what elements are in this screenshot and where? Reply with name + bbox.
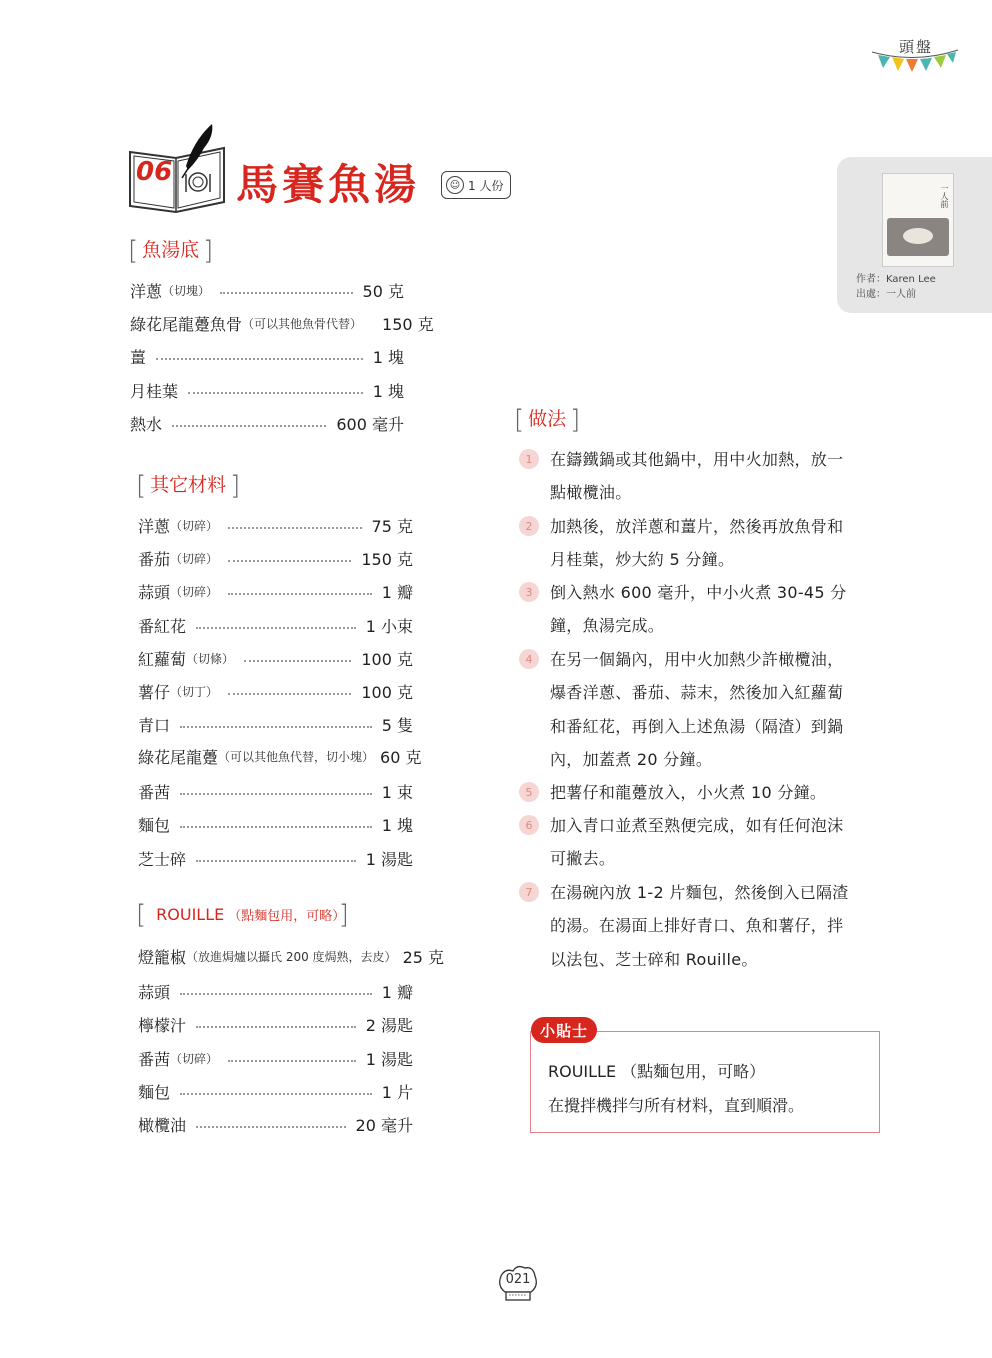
other-heading: [ 其它材料 ] — [136, 471, 241, 501]
ingredient-qty: 1 瓣 — [381, 983, 413, 1002]
leader-dots — [180, 1093, 372, 1095]
step-number: 2 — [519, 516, 539, 536]
ingredient-note: （切碎） — [170, 552, 219, 566]
ingredient-qty: 50 克 — [362, 282, 404, 301]
leader-dots — [180, 793, 372, 795]
ingredient-name: 橄欖油 — [138, 1116, 187, 1135]
leader-dots — [196, 627, 356, 629]
serves-label: 1 人份 — [468, 178, 504, 193]
ingredient-row — [138, 945, 444, 968]
section-label: 頭盤 — [899, 38, 934, 56]
book-meta — [856, 272, 936, 302]
leader-dots — [220, 292, 353, 294]
leader-dots — [228, 560, 351, 562]
ingredient-row — [138, 745, 421, 768]
ingredient-name: 番紅花 — [138, 617, 187, 636]
ingredient-name: 麵包 — [138, 816, 171, 835]
tips-tag: 小貼士 — [531, 1017, 597, 1043]
ingredient-name: 月桂葉 — [130, 382, 179, 401]
ingredient-qty: 20 毫升 — [355, 1116, 413, 1135]
method-heading: [ 做法 ] — [514, 405, 581, 435]
step-text: 在湯碗內放 1-2 片麵包，然後倒入已隔渣 — [550, 883, 849, 902]
ingredient-qty: 1 湯匙 — [365, 1050, 413, 1069]
leader-dots — [228, 1060, 356, 1062]
ingredient-note: （可以其他魚骨代替） — [242, 317, 363, 331]
step-text: 點橄欖油。 — [550, 483, 632, 503]
leader-dots — [180, 726, 372, 728]
ingredient-qty: 1 小束 — [365, 617, 413, 636]
book-cover-title: 一人前 — [940, 184, 949, 208]
ingredient-row — [138, 1080, 413, 1103]
step-number: 3 — [519, 582, 539, 602]
bunting-icon — [870, 44, 960, 74]
ingredient-name: 洋蔥 — [130, 282, 163, 301]
tips-line: 在攪拌機拌勻所有材料，直到順滑。 — [548, 1096, 805, 1115]
step-number: 5 — [519, 782, 539, 802]
rouille-heading: [ ROUILLE （點麵包用，可略）] — [136, 900, 349, 930]
ingredient-row — [138, 614, 413, 637]
step-text: 倒入熱水 600 毫升，中小火煮 30-45 分 — [550, 583, 847, 602]
ingredient-qty: 1 塊 — [381, 816, 413, 835]
ingredient-name: 熱水 — [130, 415, 163, 434]
book-publisher: 出處：一人前 — [856, 289, 916, 300]
ingredient-row — [138, 780, 413, 803]
step-text: 把薯仔和龍躉放入，小火煮 10 分鐘。 — [550, 783, 827, 802]
ingredient-name: 綠花尾龍躉 — [138, 748, 219, 767]
ingredient-qty: 100 克 — [361, 650, 413, 669]
ingredient-note: （放進焗爐以攝氏 200 度焗熟，去皮） — [186, 950, 397, 964]
step-text: 可撇去。 — [550, 849, 616, 869]
ingredient-note: （切碎） — [170, 519, 219, 533]
leader-dots — [228, 693, 351, 695]
ingredient-name: 番茜 — [138, 783, 171, 802]
ingredient-note: （切碎） — [170, 585, 219, 599]
ingredient-qty: 25 克 — [402, 948, 445, 967]
ingredient-row — [130, 279, 404, 302]
ingredient-qty: 150 克 — [361, 550, 413, 569]
ingredient-name: 蒜頭 — [138, 983, 171, 1002]
ingredient-row — [130, 345, 404, 368]
ingredient-name: 蒜頭 — [138, 583, 171, 602]
ingredient-row — [138, 514, 413, 537]
ingredient-qty: 1 束 — [381, 783, 413, 802]
ingredient-row — [138, 547, 413, 570]
ingredient-row — [138, 813, 413, 836]
step-text: 以法包、芝士碎和 Rouille。 — [550, 949, 758, 969]
leader-dots — [228, 527, 362, 529]
ingredient-name: 青口 — [138, 716, 171, 735]
leader-dots — [244, 660, 351, 662]
ingredient-qty: 2 湯匙 — [365, 1016, 413, 1035]
leader-dots — [180, 826, 372, 828]
ingredient-name: 檸檬汁 — [138, 1016, 187, 1035]
ingredient-qty: 1 瓣 — [381, 583, 413, 602]
ingredient-name: 麵包 — [138, 1083, 171, 1102]
ingredient-qty: 60 克 — [380, 748, 422, 767]
ingredient-row — [130, 379, 404, 402]
ingredient-qty: 1 塊 — [372, 348, 404, 367]
ingredient-note: （切條） — [186, 652, 235, 666]
tips-line: ROUILLE （點麵包用，可略） — [548, 1062, 766, 1081]
ingredient-row — [138, 580, 413, 603]
recipe-number: 06 — [136, 157, 173, 187]
ingredient-name: 番茄 — [138, 550, 171, 569]
step-text: 鐘，魚湯完成。 — [550, 616, 665, 636]
ingredient-row — [130, 412, 404, 435]
ingredient-row — [138, 980, 413, 1003]
ingredient-name: 洋蔥 — [138, 517, 171, 536]
step-text: 加入青口並煮至熟便完成，如有任何泡沫 — [550, 816, 844, 835]
step-text: 在另一個鍋內，用中火加熱少許橄欖油， — [550, 650, 844, 669]
leader-dots — [196, 1026, 356, 1028]
step-text: 內，加蓋煮 20 分鐘。 — [550, 749, 713, 769]
ingredient-qty: 1 塊 — [372, 382, 404, 401]
page-title: 馬賽魚湯 — [236, 160, 421, 209]
ingredient-row — [138, 1047, 413, 1070]
step-text: 爆香洋蔥、番茄、蒜末，然後加入紅蘿蔔 — [550, 683, 844, 703]
leader-dots — [172, 425, 326, 427]
person-icon: ☺ — [446, 176, 464, 194]
ingredient-qty: 100 克 — [361, 683, 413, 702]
ingredient-note: （切塊） — [162, 284, 211, 298]
book-cover-image — [882, 173, 954, 267]
ingredient-name: 番茜 — [138, 1050, 171, 1069]
ingredient-qty: 600 毫升 — [336, 415, 404, 434]
step-number: 4 — [519, 649, 539, 669]
step-text: 的湯。在湯面上排好青口、魚和薯仔，拌 — [550, 916, 844, 936]
ingredient-row — [138, 1013, 413, 1036]
ingredient-row — [138, 647, 413, 670]
step-number: 6 — [519, 815, 539, 835]
ingredient-qty: 1 片 — [381, 1083, 413, 1102]
leader-dots — [156, 358, 363, 360]
ingredient-qty: 1 湯匙 — [365, 850, 413, 869]
leader-dots — [228, 593, 372, 595]
ingredient-qty: 75 克 — [371, 517, 413, 536]
step-text: 在鑄鐵鍋或其他鍋中，用中火加熱，放一 — [550, 450, 844, 469]
ingredient-name: 紅蘿蔔 — [138, 650, 187, 669]
ingredient-qty: 150 克 — [382, 315, 434, 334]
tips-box — [530, 1031, 880, 1133]
broth-heading: [ 魚湯底 ] — [128, 236, 214, 266]
ingredient-row — [138, 713, 413, 736]
step-number: 1 — [519, 449, 539, 469]
step-number: 7 — [519, 882, 539, 902]
ingredient-note: （切碎） — [170, 1052, 219, 1066]
serves-badge — [441, 171, 511, 199]
leader-dots — [196, 1126, 346, 1128]
ingredient-name: 燈籠椒 — [138, 948, 187, 967]
ingredient-name: 綠花尾龍躉魚骨 — [130, 315, 243, 334]
step-text: 加熱後，放洋蔥和薑片，然後再放魚骨和 — [550, 517, 844, 536]
ingredient-note: （可以其他魚代替，切小塊） — [218, 750, 375, 764]
leader-dots — [180, 993, 372, 995]
leader-dots — [188, 392, 363, 394]
ingredient-name: 芝士碎 — [138, 850, 187, 869]
step-text: 和番紅花，再倒入上述魚湯（隔渣）到鍋 — [550, 716, 844, 736]
ingredient-row — [138, 680, 413, 703]
ingredient-row — [130, 312, 434, 335]
ingredient-name: 薯仔 — [138, 683, 171, 702]
step-text: 月桂葉，炒大約 5 分鐘。 — [550, 550, 735, 570]
book-author: 作者：Karen Lee — [856, 274, 936, 285]
leader-dots — [196, 860, 356, 862]
page-number: 021 — [505, 1272, 531, 1287]
ingredient-note: （切丁） — [170, 685, 219, 699]
ingredient-row — [138, 1113, 413, 1136]
ingredient-qty: 5 隻 — [381, 716, 413, 735]
ingredient-row — [138, 847, 413, 870]
ingredient-name: 薑 — [130, 348, 147, 367]
